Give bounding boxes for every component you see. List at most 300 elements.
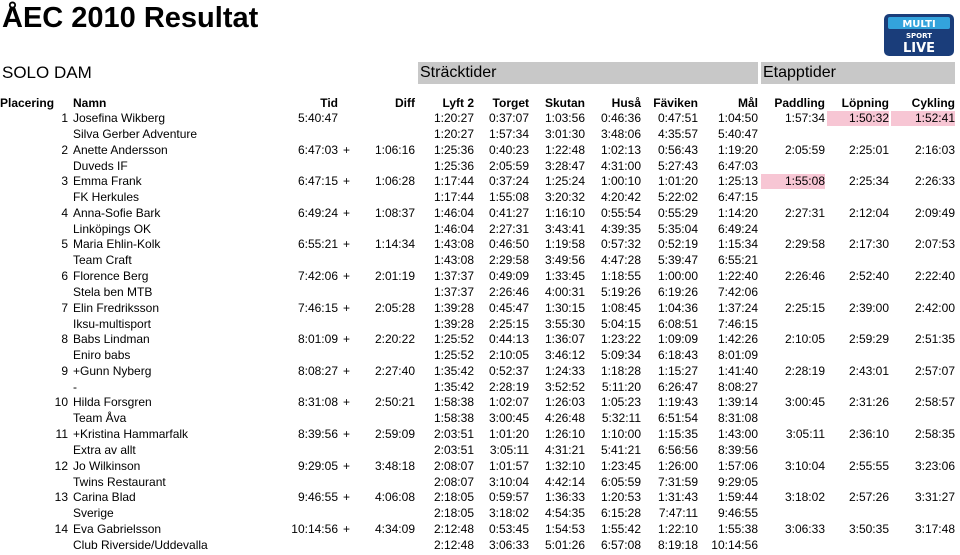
result-row xyxy=(0,490,960,506)
placement: 4 xyxy=(61,205,68,220)
athlete-name: Hilda Forsgren xyxy=(73,395,152,410)
cumulative-time: 6:08:51 xyxy=(657,316,698,331)
split-time: 1:08:45 xyxy=(600,300,641,315)
placement: 5 xyxy=(61,237,68,252)
diff-time: 1:08:37 xyxy=(374,205,415,220)
result-row-club xyxy=(0,475,960,491)
cumulative-time: 8:39:56 xyxy=(717,443,758,457)
stage-time: 2:43:01 xyxy=(848,363,889,378)
column-header-6: Skutan xyxy=(544,96,585,110)
cumulative-time: 2:29:58 xyxy=(488,253,529,268)
stage-time: 2:25:34 xyxy=(848,174,889,189)
cumulative-time: 1:25:52 xyxy=(433,348,474,363)
stage-time: 1:57:34 xyxy=(784,111,825,125)
stage-time: 2:57:26 xyxy=(848,490,889,505)
cumulative-time: 7:31:59 xyxy=(657,474,698,489)
stage-time: 3:50:35 xyxy=(848,521,889,536)
diff-time: 4:34:09 xyxy=(374,521,415,536)
split-time: 1:39:28 xyxy=(433,300,474,315)
split-time: 1:43:00 xyxy=(717,427,758,441)
cumulative-time: 2:18:05 xyxy=(433,506,474,521)
split-time: 0:56:43 xyxy=(657,142,698,157)
result-row-club xyxy=(0,190,960,206)
split-time: 0:57:32 xyxy=(600,237,641,252)
result-row-club xyxy=(0,222,960,238)
athlete-name: Jo Wilkinson xyxy=(73,458,141,473)
cumulative-time: 4:31:21 xyxy=(544,443,585,457)
result-row xyxy=(0,174,960,190)
split-time: 0:46:36 xyxy=(600,111,641,125)
diff-time: 1:06:28 xyxy=(374,174,415,189)
multisport-live-logo xyxy=(884,14,954,56)
split-time: 0:40:23 xyxy=(488,142,529,157)
cumulative-time: 8:19:18 xyxy=(657,537,698,552)
split-time: 1:43:08 xyxy=(433,237,474,252)
cumulative-time: 5:04:15 xyxy=(600,316,641,331)
class-name: SOLO DAM xyxy=(2,63,92,82)
stage-time: 2:51:35 xyxy=(914,332,955,347)
cumulative-time: 6:15:28 xyxy=(600,506,641,521)
athlete-name: Carina Blad xyxy=(73,490,136,505)
stage-time: 1:55:08 xyxy=(761,174,825,189)
club-name: Stela ben MTB xyxy=(73,285,153,299)
cumulative-time: 5:22:02 xyxy=(657,190,698,205)
stage-time: 3:00:45 xyxy=(784,395,825,410)
result-row-club xyxy=(0,159,960,175)
result-row-club xyxy=(0,411,960,427)
stage-time: 2:29:58 xyxy=(784,237,825,252)
cumulative-time: 6:05:59 xyxy=(600,474,641,489)
split-time: 1:02:07 xyxy=(488,395,529,410)
split-time: 0:52:19 xyxy=(657,237,698,252)
cumulative-time: 4:31:00 xyxy=(600,158,641,173)
diff-time: 4:06:08 xyxy=(374,490,415,505)
club-name: Duveds IF xyxy=(73,158,128,173)
total-time: 9:46:55 xyxy=(297,490,338,505)
cumulative-time: 7:47:11 xyxy=(658,506,698,521)
placement: 10 xyxy=(54,395,68,410)
club-name: Sverige xyxy=(73,506,114,521)
split-time: 1:57:06 xyxy=(717,458,758,473)
split-time: 0:55:54 xyxy=(600,205,641,220)
cumulative-time: 4:42:14 xyxy=(544,474,585,489)
split-time: 1:10:00 xyxy=(600,427,641,441)
split-time: 1:25:52 xyxy=(433,332,474,347)
cumulative-time: 9:29:05 xyxy=(717,474,758,489)
cumulative-time: 3:28:47 xyxy=(544,158,585,173)
cumulative-time: 2:03:51 xyxy=(433,443,474,457)
stage-time: 2:39:00 xyxy=(848,300,889,315)
result-row-club xyxy=(0,127,960,143)
result-row xyxy=(0,269,960,285)
cumulative-time: 3:52:52 xyxy=(544,379,585,394)
athlete-name: Emma Frank xyxy=(73,174,142,189)
cumulative-time: 4:00:31 xyxy=(544,285,585,299)
split-time: 1:00:00 xyxy=(657,269,698,283)
split-time: 1:04:50 xyxy=(717,111,758,125)
cumulative-time: 6:47:03 xyxy=(717,158,758,173)
cumulative-time: 5:32:11 xyxy=(601,411,641,426)
cumulative-time: 5:35:04 xyxy=(657,221,698,236)
split-time: 1:20:53 xyxy=(600,490,641,505)
cumulative-time: 8:08:27 xyxy=(717,379,758,394)
split-time: 1:59:44 xyxy=(717,490,758,505)
split-time: 2:12:48 xyxy=(433,521,474,536)
stage-time: 3:23:06 xyxy=(914,458,955,473)
total-time: 8:39:56 xyxy=(297,427,338,441)
club-name: Eniro babs xyxy=(73,348,131,363)
stage-time: 1:52:41 xyxy=(891,111,955,126)
cumulative-time: 3:18:02 xyxy=(488,506,529,521)
stage-time: 2:16:03 xyxy=(914,142,955,157)
club-name: Team Craft xyxy=(73,253,132,268)
column-header-8: Fäviken xyxy=(653,96,698,110)
split-time: 1:16:10 xyxy=(544,205,585,220)
cumulative-time: 8:31:08 xyxy=(717,411,758,426)
stage-time: 2:52:40 xyxy=(848,269,889,283)
split-time: 1:37:24 xyxy=(717,300,758,315)
split-time: 0:53:45 xyxy=(488,521,529,536)
club-name: - xyxy=(73,379,77,394)
cumulative-time: 1:39:28 xyxy=(433,316,474,331)
placement: 7 xyxy=(61,300,68,315)
split-time: 0:59:57 xyxy=(488,490,529,505)
stage-time: 2:28:19 xyxy=(784,363,825,378)
stage-time: 2:55:55 xyxy=(848,458,889,473)
cumulative-time: 3:06:33 xyxy=(488,537,529,552)
cumulative-time: 2:27:31 xyxy=(488,221,529,236)
logo-line3: LIVE xyxy=(902,41,936,56)
cumulative-time: 6:18:43 xyxy=(657,348,698,363)
split-time: 1:42:26 xyxy=(717,332,758,347)
stage-time: 2:27:31 xyxy=(784,205,825,220)
cumulative-time: 1:25:36 xyxy=(433,158,474,173)
split-time: 1:17:44 xyxy=(433,174,474,189)
column-header-0: Placering xyxy=(0,96,55,110)
stage-time: 3:10:04 xyxy=(784,458,825,473)
cumulative-time: 1:17:44 xyxy=(433,190,474,205)
split-time: 2:08:07 xyxy=(433,458,474,473)
stage-time: 2:05:59 xyxy=(784,142,825,157)
cumulative-time: 6:55:21 xyxy=(717,253,758,268)
stage-time: 2:59:29 xyxy=(848,332,889,347)
diff-plus-sign: + xyxy=(343,300,351,315)
club-name: Iksu-multisport xyxy=(73,316,152,331)
athlete-name: +Gunn Nyberg xyxy=(73,363,152,378)
result-row-club xyxy=(0,253,960,269)
cumulative-time: 5:09:34 xyxy=(600,348,641,363)
cumulative-time: 3:48:06 xyxy=(600,127,641,141)
split-time: 1:14:20 xyxy=(717,205,758,220)
club-name: FK Herkules xyxy=(73,190,140,205)
split-time: 1:24:33 xyxy=(544,363,585,378)
split-time: 1:01:20 xyxy=(488,427,529,441)
column-header-9: Mål xyxy=(737,96,758,110)
cumulative-time: 2:08:07 xyxy=(433,474,474,489)
athlete-name: Elin Fredriksson xyxy=(73,300,160,315)
placement: 9 xyxy=(61,363,68,378)
cumulative-time: 3:10:04 xyxy=(488,474,529,489)
cumulative-time: 2:10:05 xyxy=(488,348,529,363)
split-time: 1:55:42 xyxy=(600,521,641,536)
split-time: 1:46:04 xyxy=(433,205,474,220)
stage-time: 2:22:40 xyxy=(914,269,955,283)
result-row xyxy=(0,143,960,159)
stage-time: 3:18:02 xyxy=(784,490,825,505)
diff-plus-sign: + xyxy=(343,427,351,441)
cumulative-time: 2:05:59 xyxy=(488,158,529,173)
cumulative-time: 1:55:08 xyxy=(488,190,529,205)
athlete-name: Anna-Sofie Bark xyxy=(73,205,161,220)
club-name: Linköpings OK xyxy=(73,221,152,236)
split-time: 1:22:48 xyxy=(544,142,585,157)
split-time: 1:22:10 xyxy=(657,521,698,536)
total-time: 8:01:09 xyxy=(297,332,338,347)
split-time: 0:47:51 xyxy=(657,111,698,125)
stage-time: 2:26:46 xyxy=(784,269,825,283)
split-time: 1:26:03 xyxy=(544,395,585,410)
total-time: 8:31:08 xyxy=(297,395,338,410)
cumulative-time: 6:26:47 xyxy=(657,379,698,394)
cumulative-time: 3:20:32 xyxy=(544,190,585,205)
stage-time: 3:31:27 xyxy=(914,490,955,505)
diff-plus-sign: + xyxy=(343,205,351,220)
split-time: 1:25:13 xyxy=(717,174,758,189)
split-time: 1:22:40 xyxy=(717,269,758,283)
stage-time: 3:05:11 xyxy=(785,427,825,441)
total-time: 7:42:06 xyxy=(297,269,338,283)
split-time: 1:15:27 xyxy=(657,363,698,378)
split-time: 1:00:10 xyxy=(600,174,641,189)
cumulative-time: 1:46:04 xyxy=(433,221,474,236)
split-time: 1:31:43 xyxy=(657,490,698,505)
cumulative-time: 4:54:35 xyxy=(544,506,585,521)
split-times-header: Sträcktider xyxy=(418,62,758,84)
result-row xyxy=(0,427,960,443)
stage-time: 2:25:15 xyxy=(784,300,825,315)
total-time: 6:47:03 xyxy=(297,142,338,157)
split-time: 1:33:45 xyxy=(544,269,585,283)
diff-plus-sign: + xyxy=(343,521,351,536)
diff-plus-sign: + xyxy=(343,395,351,410)
column-header-3: Diff xyxy=(395,96,415,110)
result-row-club xyxy=(0,506,960,522)
diff-plus-sign: + xyxy=(343,269,351,283)
cumulative-time: 3:00:45 xyxy=(488,411,529,426)
split-time: 1:15:34 xyxy=(717,237,758,252)
stage-time: 3:17:48 xyxy=(914,521,955,536)
diff-time: 2:50:21 xyxy=(374,395,415,410)
split-time: 0:52:37 xyxy=(488,363,529,378)
result-row xyxy=(0,332,960,348)
stage-time: 2:31:26 xyxy=(848,395,889,410)
diff-plus-sign: + xyxy=(343,363,351,378)
club-name: Extra av allt xyxy=(73,443,136,457)
cumulative-time: 3:05:11 xyxy=(489,443,529,457)
placement: 6 xyxy=(61,269,68,283)
split-time: 0:41:27 xyxy=(488,205,529,220)
split-time: 1:23:45 xyxy=(600,458,641,473)
result-row xyxy=(0,364,960,380)
cumulative-time: 4:26:48 xyxy=(544,411,585,426)
result-row-club xyxy=(0,317,960,333)
result-row xyxy=(0,111,960,127)
athlete-name: +Kristina Hammarfalk xyxy=(73,427,189,441)
split-time: 1:02:13 xyxy=(600,142,641,157)
split-time: 0:44:13 xyxy=(488,332,529,347)
stage-time: 2:26:33 xyxy=(914,174,955,189)
cumulative-time: 3:43:41 xyxy=(544,221,585,236)
cumulative-time: 6:57:08 xyxy=(600,537,641,552)
stage-time: 3:06:33 xyxy=(784,521,825,536)
split-time: 0:37:07 xyxy=(488,111,529,125)
result-row xyxy=(0,395,960,411)
cumulative-time: 4:35:57 xyxy=(657,127,698,141)
cumulative-time: 5:39:47 xyxy=(657,253,698,268)
cumulative-time: 3:55:30 xyxy=(544,316,585,331)
split-time: 1:41:40 xyxy=(717,363,758,378)
diff-time: 3:48:18 xyxy=(374,458,415,473)
cumulative-time: 5:27:43 xyxy=(657,158,698,173)
stage-time: 2:07:53 xyxy=(914,237,955,252)
placement: 14 xyxy=(54,521,68,536)
athlete-name: Josefina Wikberg xyxy=(73,111,166,125)
result-row xyxy=(0,301,960,317)
club-name: Club Riverside/Uddevalla xyxy=(73,537,208,552)
column-header-5: Torget xyxy=(492,96,529,110)
cumulative-time: 1:20:27 xyxy=(433,127,474,141)
stage-time: 2:09:49 xyxy=(914,205,955,220)
cumulative-time: 2:25:15 xyxy=(488,316,529,331)
placement: 8 xyxy=(61,332,68,347)
total-time: 7:46:15 xyxy=(297,300,338,315)
total-time: 5:40:47 xyxy=(297,111,338,125)
diff-time: 2:20:22 xyxy=(374,332,415,347)
split-time: 1:39:14 xyxy=(717,395,758,410)
stage-time: 1:50:32 xyxy=(827,111,889,126)
diff-plus-sign: + xyxy=(343,237,351,252)
split-time: 1:09:09 xyxy=(657,332,698,347)
result-row xyxy=(0,522,960,538)
athlete-name: Babs Lindman xyxy=(73,332,150,347)
result-row xyxy=(0,206,960,222)
stage-times-header: Etapptider xyxy=(761,62,955,84)
cumulative-time: 4:47:28 xyxy=(600,253,641,268)
split-time: 1:32:10 xyxy=(544,458,585,473)
total-time: 6:55:21 xyxy=(297,237,338,252)
split-time: 1:26:00 xyxy=(657,458,698,473)
stage-time: 2:36:10 xyxy=(848,427,889,441)
cumulative-time: 6:19:26 xyxy=(657,285,698,299)
page-title: ÅEC 2010 Resultat xyxy=(2,2,259,34)
column-header-4: Lyft 2 xyxy=(442,96,474,110)
cumulative-time: 5:11:20 xyxy=(601,379,641,394)
cumulative-time: 2:12:48 xyxy=(433,537,474,552)
club-name: Twins Restaurant xyxy=(73,474,166,489)
stage-time: 2:42:00 xyxy=(914,300,955,315)
cumulative-time: 5:41:21 xyxy=(600,443,641,457)
cumulative-time: 4:20:42 xyxy=(600,190,641,205)
result-row-club xyxy=(0,380,960,396)
total-time: 10:14:56 xyxy=(291,521,338,536)
diff-time: 2:27:40 xyxy=(374,363,415,378)
cumulative-time: 6:47:15 xyxy=(717,190,758,205)
split-time: 1:18:28 xyxy=(600,363,641,378)
split-time: 0:37:24 xyxy=(488,174,529,189)
split-time: 0:49:09 xyxy=(488,269,529,283)
cumulative-time: 3:49:56 xyxy=(544,253,585,268)
split-time: 0:46:50 xyxy=(488,237,529,252)
split-time: 1:23:22 xyxy=(600,332,641,347)
cumulative-time: 6:56:56 xyxy=(657,443,698,457)
stage-time: 2:17:30 xyxy=(848,237,889,252)
diff-time: 1:06:16 xyxy=(374,142,415,157)
result-row-club xyxy=(0,348,960,364)
stage-time: 2:58:35 xyxy=(914,427,955,441)
result-row xyxy=(0,237,960,253)
diff-plus-sign: + xyxy=(343,332,351,347)
cumulative-time: 5:01:26 xyxy=(544,537,585,552)
cumulative-time: 8:01:09 xyxy=(717,348,758,363)
total-time: 6:49:24 xyxy=(297,205,338,220)
cumulative-time: 1:43:08 xyxy=(433,253,474,268)
cumulative-time: 3:46:12 xyxy=(544,348,585,363)
cumulative-time: 6:49:24 xyxy=(717,221,758,236)
total-time: 6:47:15 xyxy=(297,174,338,189)
diff-plus-sign: + xyxy=(343,142,351,157)
cumulative-time: 1:37:37 xyxy=(433,285,474,299)
total-time: 9:29:05 xyxy=(297,458,338,473)
cumulative-time: 5:40:47 xyxy=(717,127,758,141)
result-row-club xyxy=(0,538,960,554)
split-time: 1:58:38 xyxy=(433,395,474,410)
result-row-club xyxy=(0,285,960,301)
split-time: 1:18:55 xyxy=(600,269,641,283)
column-header-row xyxy=(0,96,960,112)
column-header-7: Huså xyxy=(611,96,641,110)
split-time: 1:55:38 xyxy=(717,521,758,536)
cumulative-time: 1:58:38 xyxy=(433,411,474,426)
split-time: 1:54:53 xyxy=(544,521,585,536)
column-header-2: Tid xyxy=(320,96,338,110)
cumulative-time: 9:46:55 xyxy=(717,506,758,521)
column-header-12: Cykling xyxy=(911,96,955,110)
athlete-name: Eva Gabrielsson xyxy=(73,521,162,536)
diff-plus-sign: + xyxy=(343,458,351,473)
placement: 13 xyxy=(54,490,68,505)
column-header-1: Namn xyxy=(73,96,107,110)
split-time: 1:26:10 xyxy=(544,427,585,441)
cumulative-time: 5:19:26 xyxy=(600,285,641,299)
column-header-11: Löpning xyxy=(841,96,889,110)
split-time: 1:36:07 xyxy=(544,332,585,347)
cumulative-time: 7:46:15 xyxy=(717,316,758,331)
split-time: 1:30:15 xyxy=(544,300,585,315)
cumulative-time: 7:42:06 xyxy=(717,285,758,299)
split-time: 1:25:24 xyxy=(544,174,585,189)
split-time: 1:36:33 xyxy=(544,490,585,505)
split-time: 1:20:27 xyxy=(433,111,474,125)
logo-line2: SPORT xyxy=(906,32,932,40)
placement: 11 xyxy=(55,427,68,441)
athlete-name: Maria Ehlin-Kolk xyxy=(73,237,161,252)
cumulative-time: 10:14:56 xyxy=(711,537,758,552)
stage-time: 2:10:05 xyxy=(784,332,825,347)
club-name: Silva Gerber Adventure xyxy=(73,127,198,141)
diff-time: 2:01:19 xyxy=(374,269,415,283)
club-name: Team Åva xyxy=(73,411,127,426)
split-time: 0:55:29 xyxy=(657,205,698,220)
